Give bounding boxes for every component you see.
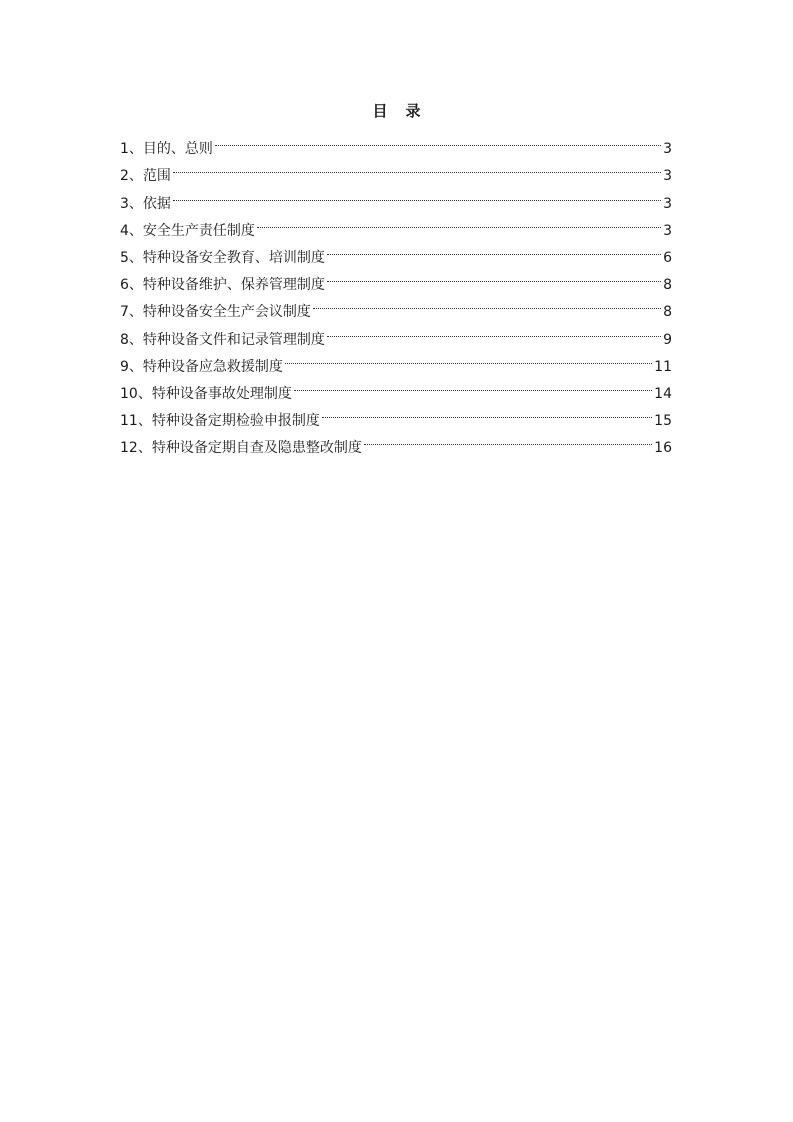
toc-entry-label: 4、安全生产责任制度 xyxy=(120,222,255,239)
dot-leader xyxy=(364,425,652,452)
toc-entry-label: 10、特种设备事故处理制度 xyxy=(120,385,292,402)
toc-entry-page: 9 xyxy=(663,331,672,348)
toc-entry-page: 3 xyxy=(663,195,672,212)
toc-entry-page: 14 xyxy=(654,385,672,402)
toc-entry-label: 3、依据 xyxy=(120,195,171,212)
toc-entry-page: 6 xyxy=(663,249,672,266)
toc-entry-page: 3 xyxy=(663,141,672,158)
toc-entry-page: 3 xyxy=(663,168,672,185)
toc-entry-label: 7、特种设备安全生产会议制度 xyxy=(120,304,311,321)
dot-leader xyxy=(285,344,652,371)
toc-entry-page: 8 xyxy=(663,277,672,294)
dot-leader xyxy=(294,371,652,398)
dot-leader xyxy=(327,316,661,343)
toc-entry-label: 8、特种设备文件和记录管理制度 xyxy=(120,331,325,348)
toc-entry-page: 8 xyxy=(663,304,672,321)
toc-entry-label: 11、特种设备定期检验申报制度 xyxy=(120,413,320,430)
toc-entry[interactable] xyxy=(120,126,672,158)
dot-leader xyxy=(173,180,661,207)
dot-leader xyxy=(322,398,652,425)
toc-heading-char-2: 录 xyxy=(405,102,421,120)
toc-entry[interactable] xyxy=(120,153,672,185)
toc-entry[interactable] xyxy=(120,208,672,239)
toc-entry-label: 12、特种设备定期自查及隐患整改制度 xyxy=(120,440,362,457)
toc-entry-page: 15 xyxy=(654,413,672,430)
toc-entry-label: 9、特种设备应急救援制度 xyxy=(120,358,283,375)
dot-leader xyxy=(327,262,661,289)
toc-entry-page: 11 xyxy=(654,358,672,375)
dot-leader xyxy=(215,126,661,153)
toc-entry[interactable] xyxy=(120,180,672,212)
dot-leader xyxy=(327,235,661,262)
table-of-contents xyxy=(120,126,672,457)
dot-leader xyxy=(173,153,661,180)
toc-entry-page: 3 xyxy=(663,222,672,239)
toc-entry-page: 16 xyxy=(654,440,672,457)
toc-heading-char-1: 目 xyxy=(372,102,388,120)
toc-entry-label: 5、特种设备安全教育、培训制度 xyxy=(120,249,325,266)
toc-entry-label: 1、目的、总则 xyxy=(120,141,213,158)
toc-entry-label: 2、范围 xyxy=(120,168,171,185)
toc-heading xyxy=(0,100,793,121)
toc-entry-label: 6、特种设备维护、保养管理制度 xyxy=(120,277,325,294)
dot-leader xyxy=(257,208,661,235)
dot-leader xyxy=(313,289,661,316)
